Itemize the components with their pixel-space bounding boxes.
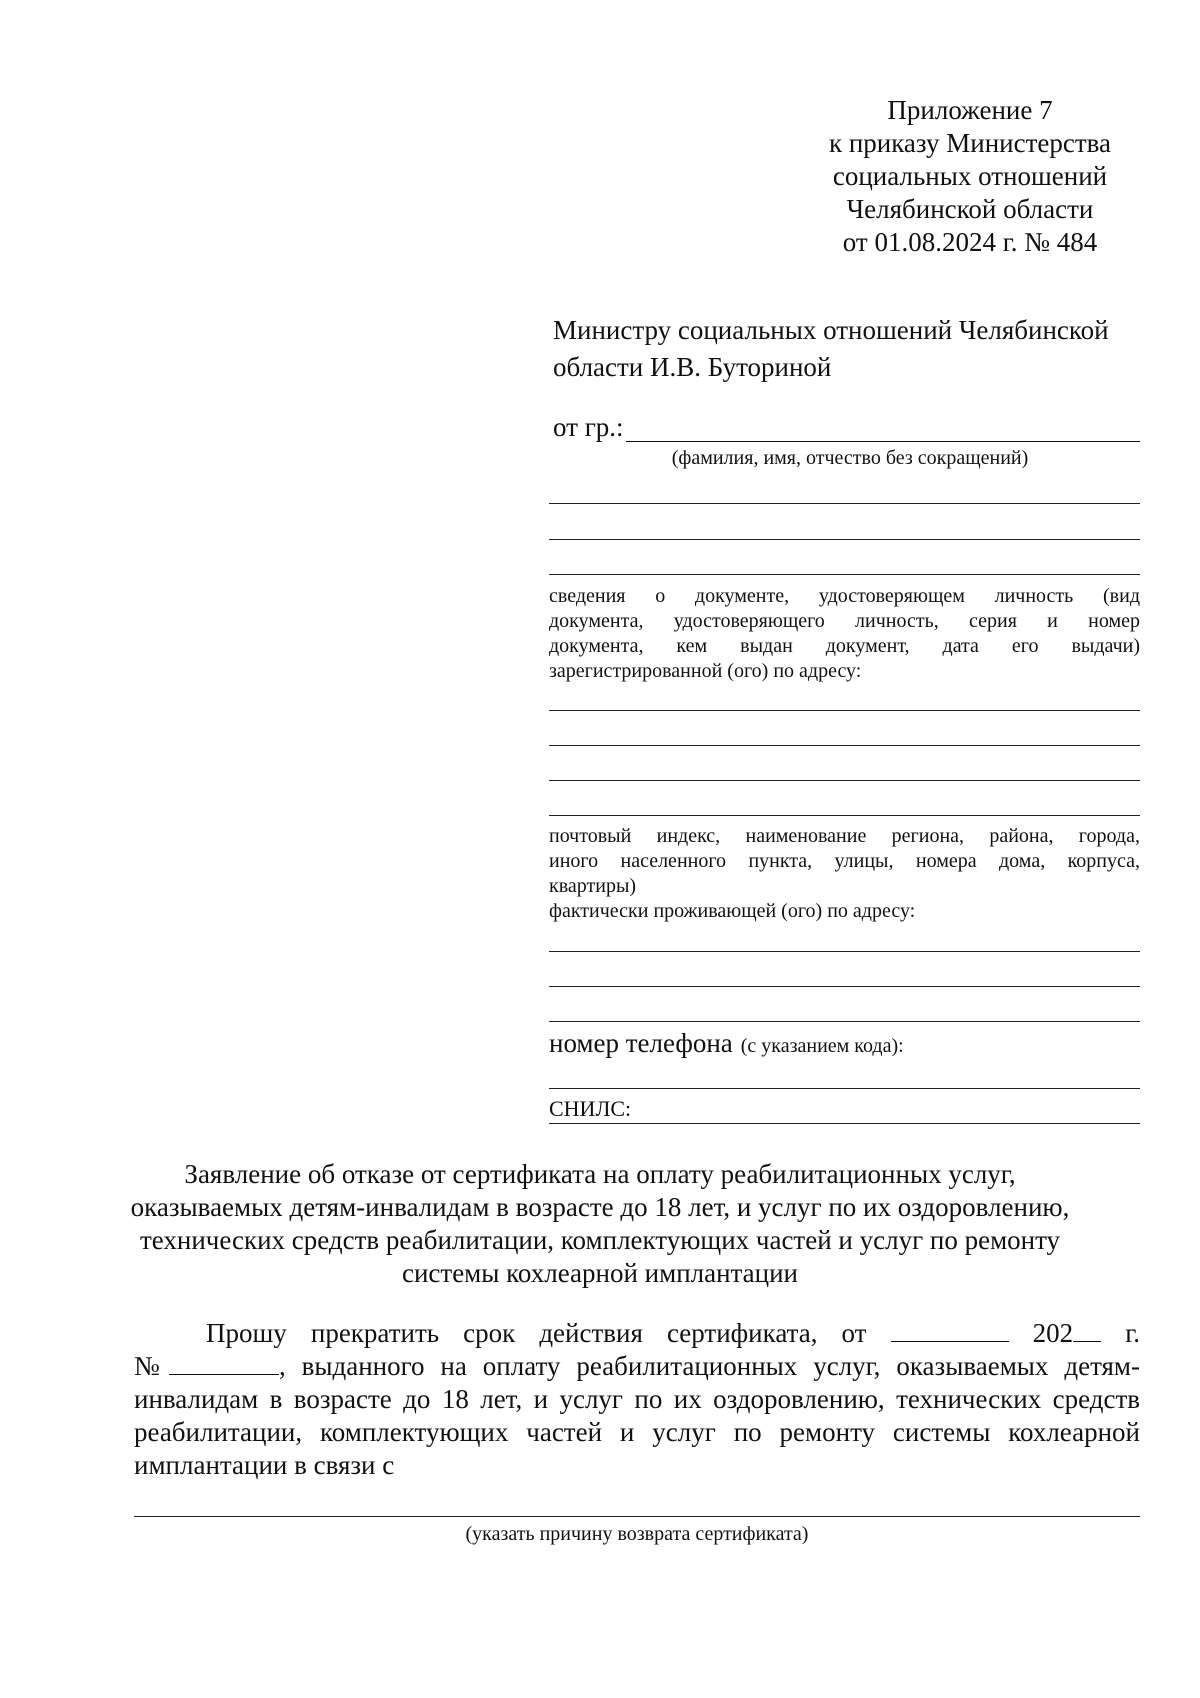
registration-address-field-4[interactable]	[549, 815, 1140, 816]
appendix-title: Приложение 7	[887, 95, 1053, 125]
statement-title	[120, 1158, 1080, 1290]
statement-body-line-2	[134, 1350, 1140, 1383]
actual-address-field-3[interactable]	[549, 1021, 1140, 1022]
phone-hint: (с указанием кода):	[740, 1035, 904, 1057]
registration-address-field-1[interactable]	[549, 710, 1140, 711]
year-suffix-label: г.	[1125, 1318, 1140, 1348]
appendix-order-date: от 01.08.2024 г. № 484	[842, 227, 1098, 257]
applicant-name-row	[553, 412, 1140, 442]
id-doc-note-line-3: документа, кем выдан документ, дата его выдачи)	[549, 635, 1140, 657]
phone-row	[549, 1028, 904, 1059]
statement-title-line-4: системы кохлеарной имплантации	[401, 1258, 799, 1288]
snils-label: СНИЛС:	[549, 1096, 632, 1121]
certificate-number-field[interactable]	[169, 1350, 279, 1375]
phone-field[interactable]	[549, 1088, 1140, 1089]
addressee-line-2: области И.В. Буториной	[553, 352, 832, 382]
appendix-region: Челябинской области	[846, 194, 1094, 224]
statement-body	[134, 1317, 1140, 1482]
reason-caption: (указать причину возврата сертификата)	[465, 1523, 809, 1545]
addressee-line-1: Министру социальных отношений Челябинской	[553, 315, 1109, 345]
actual-address-label: фактически проживающей (ого) по адресу:	[549, 900, 916, 922]
issued-text: , выданного на оплату реабилитационных услуг, оказываемых детям-	[278, 1351, 1141, 1381]
appendix-ministry: социальных отношений	[832, 161, 1108, 191]
certificate-date-field[interactable]	[891, 1317, 1009, 1342]
applicant-name-field[interactable]	[626, 415, 1140, 442]
year-prefix	[1033, 1318, 1102, 1348]
actual-address-field-2[interactable]	[549, 986, 1140, 987]
address-note-line-2: иного населенного пункта, улицы, номера дома, корпуса,	[549, 850, 1140, 872]
id-doc-note-line-2: документа, удостоверяющего личность, серия и номер	[549, 610, 1140, 632]
number-sign: №	[134, 1351, 169, 1381]
request-text: Прошу прекратить срок действия сертификата, от	[206, 1318, 867, 1348]
snils-field[interactable]	[549, 1123, 1140, 1124]
id-doc-note	[549, 584, 1140, 684]
actual-address-field-1[interactable]	[549, 951, 1140, 952]
address-note-line-3: квартиры)	[549, 875, 637, 897]
statement-body-line-1	[134, 1317, 1140, 1350]
appendix-order-ref: к приказу Министерства	[828, 128, 1112, 158]
statement-body-line-3: инвалидам в возрасте до 18 лет, и услуг по их оздоровлению, технических средств	[134, 1384, 1140, 1414]
appendix-block	[820, 94, 1120, 259]
id-doc-field-1[interactable]	[549, 503, 1140, 504]
year-prefix-text: 202	[1032, 1318, 1074, 1348]
statement-title-line-2: оказываемых детям-инвалидам в возрасте до 18 лет, и услуг по их оздоровлению,	[130, 1192, 1070, 1222]
addressee-block	[553, 312, 1153, 386]
reason-field[interactable]	[134, 1516, 1140, 1517]
statement-body-line-5: имплантации в связи с	[134, 1450, 395, 1480]
statement-title-line-1: Заявление об отказе от сертификата на оплату реабилитационных услуг,	[184, 1159, 1016, 1189]
id-doc-field-3[interactable]	[549, 574, 1140, 575]
year-suffix-field[interactable]	[1073, 1317, 1101, 1342]
registration-address-field-2[interactable]	[549, 745, 1140, 746]
id-doc-note-line-1: сведения о документе, удостоверяющем личность (вид	[549, 585, 1140, 607]
statement-title-line-3: технических средств реабилитации, комплектующих частей и услуг по ремонту	[139, 1225, 1061, 1255]
phone-label: номер телефона	[549, 1028, 733, 1058]
registration-address-label: зарегистрированной (ого) по адресу:	[549, 660, 862, 682]
address-note	[549, 824, 1140, 924]
name-caption: (фамилия, имя, отчество без сокращений)	[671, 447, 1029, 469]
registration-address-field-3[interactable]	[549, 780, 1140, 781]
from-label: от гр.:	[553, 412, 624, 442]
id-doc-field-2[interactable]	[549, 539, 1140, 540]
address-note-line-1: почтовый индекс, наименование региона, района, города,	[549, 825, 1140, 847]
statement-body-line-4: реабилитации, комплектующих частей и услуг по ремонту системы кохлеарной	[134, 1417, 1140, 1447]
